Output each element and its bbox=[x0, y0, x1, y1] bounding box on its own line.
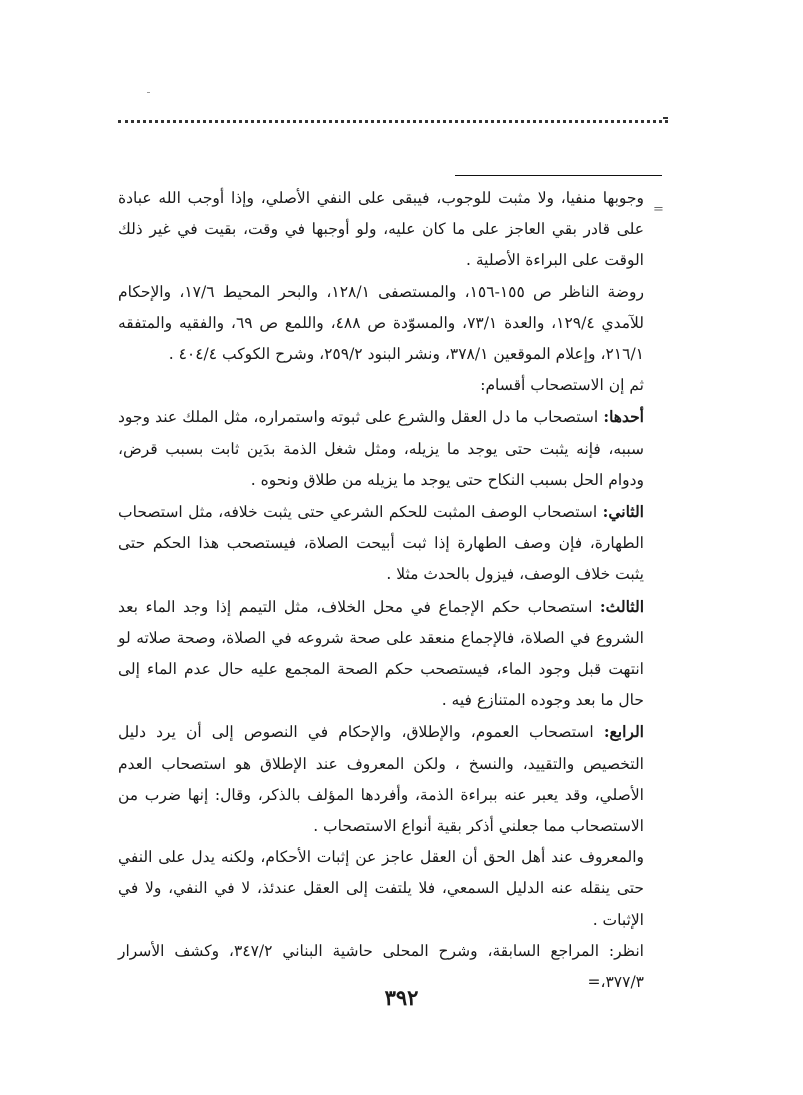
scan-speck bbox=[147, 92, 150, 93]
paragraph-label: أحدها: bbox=[603, 407, 644, 427]
paragraph bbox=[118, 370, 644, 401]
paragraph-label: الرابع: bbox=[603, 722, 644, 742]
paragraph-label: الثاني: bbox=[602, 502, 644, 522]
references-paragraph bbox=[118, 277, 644, 371]
continuation-marker: = bbox=[653, 202, 664, 217]
paragraph bbox=[118, 591, 644, 717]
rule-end-mark bbox=[663, 117, 668, 119]
page-number: ٣٩٢ bbox=[384, 985, 419, 1010]
footnote-separator bbox=[455, 175, 662, 176]
paragraph bbox=[118, 496, 644, 591]
paragraph-text: استصحاب ما دل العقل والشرع على ثبوته واستمراره، مثل الملك عند وجود سببه، فإنه يثبت حتى يوجد ما يزيله، ومثل شغل الذمة بدَين ثابت بسبب قرض، ودوام الحل بسبب النكاح حتى يوجد ما يزيله من طلاق ونحوه . bbox=[118, 408, 644, 489]
paragraph-text: انظر: المراجع السابقة، وشرح المحلى حاشية البناني ٣٤٧/٢، وكشف الأسرار ٣٧٧/٣،= bbox=[118, 941, 644, 992]
paragraph-label: الثالث: bbox=[599, 596, 644, 616]
paragraph-text: ثم إن الاستصحاب أقسام: bbox=[480, 376, 644, 395]
header-dotted-rule bbox=[118, 120, 668, 123]
paragraph-text: روضة الناظر ص ١٥٥-١٥٦، والمستصفى ١٢٨/١، والبحر المحيط ١٧/٦، والإحكام للآمدي ١٢٩/٤، والعدة ٧٣/١، والمسوّدة ص ٤٨٨، واللمع ص ٦٩، والفقيه والمتفقه ٢١٦/١، وإعلام الموقعين ٣٧٨/١، ونشر البنود ٢٥٩/٢، وشرح الكوكب ٤٠٤/٤ . bbox=[118, 282, 644, 364]
paragraph bbox=[118, 183, 644, 277]
paragraph bbox=[118, 842, 644, 936]
paragraph-text: استصحاب حكم الإجماع في محل الخلاف، مثل التيمم إذا وجد الماء بعد الشروع في الصلاة، فالإجماع منعقد على صحة شروعه في الصلاة، وصحة صلاته لو انتهت قبل وجود الماء، فيستصحب حكم الصحة المجمع عليه حال عدم الماء إلى حال ما بعد وجوده المتنازع فيه . bbox=[118, 597, 644, 710]
footnote-text bbox=[118, 183, 644, 998]
paragraph bbox=[118, 401, 644, 496]
paragraph-text: والمعروف عند أهل الحق أن العقل عاجز عن إثبات الأحكام، ولكنه يدل على النفي حتى ينقله عنه الدليل السمعي، فلا يلتفت إلى العقل عندئذ، لا في النفي، ولا في الإثبات . bbox=[118, 848, 644, 929]
paragraph bbox=[118, 716, 644, 842]
paragraph-text: استصحاب العموم، والإطلاق، والإحكام في النصوص إلى أن يرد دليل التخصيص والتقييد، والنسخ ، ولكن المعروف عند الإطلاق هو استصحاب العدم الأصلي، وقد يعبر عنه ببراءة الذمة، وأفردها المؤلف بالذكر، وقال: إنها ضرب من الاستصحاب مما جعلني أذكر بقية أنواع الاستصحاب . bbox=[118, 723, 644, 836]
paragraph-text: استصحاب الوصف المثبت للحكم الشرعي حتى يثبت خلافه، مثل استصحاب الطهارة، فإن وصف الطهارة إذا ثبت أبيحت الصلاة، فيستصحب هذا الحكم حتى يثبت خلاف الوصف، فيزول بالحدث مثلا . bbox=[118, 503, 644, 584]
paragraph-text: وجوبها منفيا، ولا مثبت للوجوب، فيبقى على النفي الأصلي، وإذا أوجب الله عبادة على قادر بقي العاجز على ما كان عليه، ولو أوجبها في وقت، بقيت في غير ذلك الوقت على البراءة الأصلية . bbox=[118, 189, 644, 270]
